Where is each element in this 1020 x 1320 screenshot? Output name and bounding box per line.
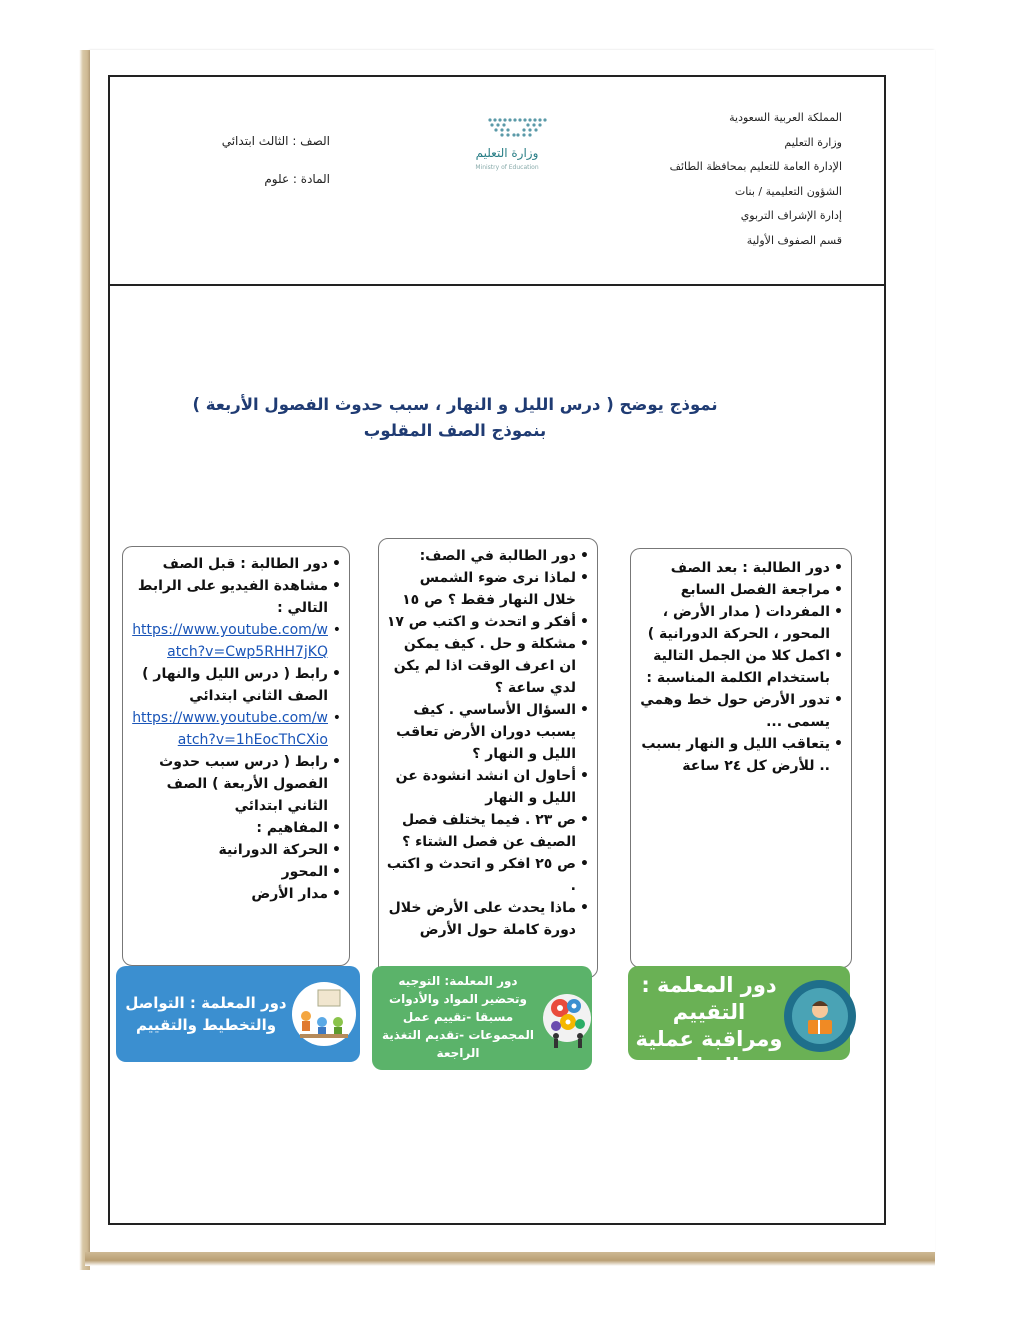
list-item: • مدار الأرض xyxy=(127,883,341,905)
logo-subtext: Ministry of Education xyxy=(475,164,539,171)
org-line: الإدارة العامة للتعليم بمحافظة الطائف xyxy=(669,160,842,173)
ministry-logo xyxy=(452,114,562,174)
list-item: • لماذا نرى ضوء الشمس خلال النهار فقط ؟ ص ١٥ xyxy=(383,567,589,611)
list-item: • المفاهيم : xyxy=(127,817,341,839)
wooden-table-bottom xyxy=(85,1252,935,1266)
grade-label: الصف : الثالث ابتدائي xyxy=(221,134,330,148)
after-class-column xyxy=(630,548,852,968)
list-item: • يتعاقب الليل و النهار بسبب .. للأرض كل ٢٤ ساعة xyxy=(635,733,843,777)
title-line-1: نموذج يوضح ( درس الليل و النهار ، سبب حدوث الفصول الأربعة ) xyxy=(192,395,718,414)
before-class-column xyxy=(122,546,350,966)
banner-text: دور المعلمة : التقييم ومراقبة عملية التعلم xyxy=(635,973,783,1078)
title-line-2: بنموذج الصف المقلوب xyxy=(363,421,547,440)
list-item: • دور الطالبة : بعد الصف xyxy=(635,557,843,579)
list-item: • المفردات ( مدار الأرض ، المحور ، الحركة الدورانية ) xyxy=(635,601,843,645)
list-item: • دور الطالبة : قبل الصف xyxy=(127,553,341,575)
in-class-column xyxy=(378,538,598,978)
teacher-role-banner-after xyxy=(628,966,850,1078)
video-link-2[interactable]: https://www.youtube.com/watch?v=1hEocThCXio xyxy=(132,710,328,748)
video-link-item xyxy=(127,707,341,751)
org-line: المملكة العربية السعودية xyxy=(729,111,842,124)
org-line: قسم الصفوف الأولية xyxy=(746,233,842,247)
list-item: • ماذا يحدث على الأرض خلال دورة كاملة حول الأرض xyxy=(383,897,589,941)
list-item: • رابط ( درس الليل والنهار ) الصف الثاني ابتدائي xyxy=(127,663,341,707)
banner-text: دور المعلمة : التواصل والتخطيط والتقييم xyxy=(125,994,287,1034)
list-item: • اكمل كلا من الجمل التالية باستخدام الكلمة المناسبة : xyxy=(635,645,843,689)
org-line: الشؤون التعليمية / بنات xyxy=(734,184,842,198)
gears-team-icon xyxy=(542,978,592,1058)
classroom-illustration-icon xyxy=(292,976,356,1052)
banner-text: دور المعلمة: التوجيه وتحضير المواد والأدوات مسبقا -تقييم عمل المجموعات -تقديم التغذية الراجعة xyxy=(382,974,534,1060)
organization-block xyxy=(612,106,842,253)
list-item: • رابط ( درس سبب حدوث الفصول الأربعة ) الصف الثاني ابتدائي xyxy=(127,751,341,817)
teacher-role-banner-in xyxy=(372,966,592,1070)
list-item: • تدور الأرض حول خط وهمي يسمى ... xyxy=(635,689,843,733)
list-item: • دور الطالبة في الصف: xyxy=(383,545,589,567)
list-item: • ص ٢٣ . فيما يختلف فصل الصيف عن فصل الشتاء ؟ xyxy=(383,809,589,853)
evaluation-badge-icon xyxy=(782,976,858,1054)
teacher-role-banner-before xyxy=(116,966,360,1062)
list-item: • الحركة الدورانية xyxy=(127,839,341,861)
video-link-1[interactable]: https://www.youtube.com/watch?v=Cwp5RHH7jKQ xyxy=(132,622,328,660)
list-item: • أفكر و اتحدث و اكتب ص ١٧ xyxy=(383,611,589,633)
header-divider xyxy=(108,284,886,286)
wooden-table-edge xyxy=(0,50,90,1270)
list-item: • المحور xyxy=(127,861,341,883)
list-item: • مشكلة و حل . كيف يمكن ان اعرف الوقت اذا لم يكن لدي ساعة ؟ xyxy=(383,633,589,699)
video-link-item xyxy=(127,619,341,663)
org-line: إدارة الإشراف التربوي xyxy=(740,209,842,222)
page-title xyxy=(150,392,760,444)
subject-label: المادة : علوم xyxy=(264,172,330,186)
list-item: • السؤال الأساسي . كيف يسبب دوران الأرض تعاقب الليل و النهار ؟ xyxy=(383,699,589,765)
list-item: • مراجعة الفصل السابع xyxy=(635,579,843,601)
logo-text: وزارة التعليم xyxy=(475,146,539,160)
ministry-logo-icon xyxy=(486,114,556,142)
list-item: • أحاول ان انشد انشودة عن الليل و النهار xyxy=(383,765,589,809)
list-item: • ص ٢٥ افكر و اتحدث و اكتب . xyxy=(383,853,589,897)
list-item: • مشاهدة الفيديو على الرابط التالي : xyxy=(127,575,341,619)
org-line: وزارة التعليم xyxy=(784,135,842,149)
